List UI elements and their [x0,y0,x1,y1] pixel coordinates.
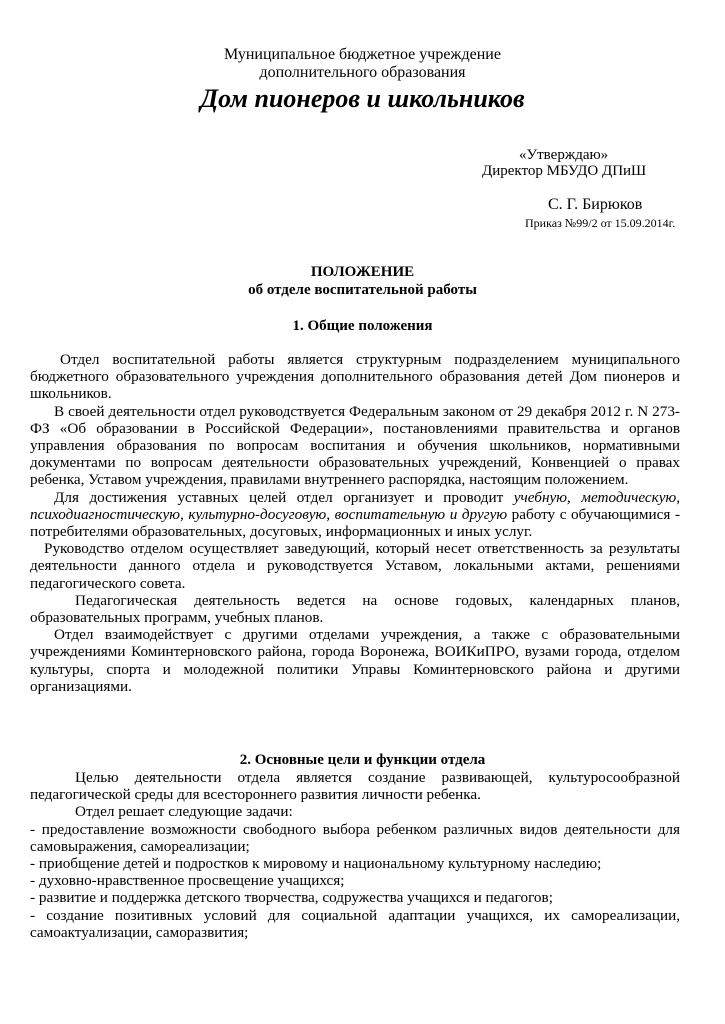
list-item: - приобщение детей и подростков к мировому и национальному культурному наследию; [30,855,602,873]
approve-label: «Утверждаю» [519,147,609,163]
org-line-2: дополнительного образования [259,64,466,81]
paragraph [30,489,680,541]
list-item: - предоставление возможности свободного выбора ребенком различных видов деятельности для самовыражения, самореализации; [30,820,680,855]
director-position: Директор МБУДО ДПиШ [482,163,647,179]
paragraph: Руководство отделом осуществляет заведующий, который несет ответственность за результаты деятельности данного отдела и руководствуется Уставом, локальными актами, решениями педагогического совета. [30,540,680,592]
section-2-heading: 2. Основные цели и функции отдела [239,752,486,768]
order-reference: Приказ №99/2 от 15.09.2014г. [525,216,676,230]
text-run: работу с обучающимися - потребителями образовательных, досуговых, информационных и иных услуг. [30,505,681,541]
signer-name: С. Г. Бирюков [548,196,643,213]
paragraph: Отдел решает следующие задачи: [75,803,293,821]
section-2-body [30,769,680,941]
italic-text-run: учебную, методическую, психодиагностическую, культурно-досуговую, воспитательную и другую [30,488,680,523]
document-title: ПОЛОЖЕНИЕ [310,264,415,280]
paragraph: Отдел воспитательной работы является структурным подразделением муниципального бюджетного образовательного учреждения дополнительного образования детей Дом пионеров и школьников. [30,351,680,403]
org-line-1: Муниципальное бюджетное учреждение [224,46,501,63]
section-1-body [30,351,680,695]
section-1-heading: 1. Общие положения [292,318,433,334]
document-subtitle: об отделе воспитательной работы [248,282,477,298]
text-run: Для достижения уставных целей отдел организует и проводит [54,488,514,506]
list-item: - создание позитивных условий для социальной адаптации учащихся, их самореализации, самоактуализации, саморазвития; [30,906,680,941]
paragraph: В своей деятельности отдел руководствуется Федеральным законом от 29 декабря 2012 г. N 273-ФЗ «Об образовании в Российской Федерации», постановлениями правительства и органов управления образования по вопросам воспитания и обучения школьников, нормативными документами по вопросам деятельности образовательных учреждений, Конвенцией о правах ребенка, Уставом учреждения, правилами внутреннего распорядка, настоящим положением. [30,402,680,489]
paragraph: Отдел взаимодействует с другими отделами учреждения, а также с образовательными учреждениями Коминтерновского района, города Воронежа, ВОИКиПРО, вузами города, отделом культуры, спорта и молодежной политики Управы Коминтерновского района и другими организациями. [30,626,680,695]
paragraph: Целью деятельности отдела является создание развивающей, культуросообразной педагогической среды для всестороннего развития личности ребенка. [30,769,680,804]
list-item: - духовно-нравственное просвещение учащихся; [30,872,345,890]
paragraph: Педагогическая деятельность ведется на основе годовых, календарных планов, образовательных программ, учебных планов. [30,591,680,627]
org-name: Дом пионеров и школьников [200,84,525,113]
list-item: - развитие и поддержка детского творчества, содружества учащихся и педагогов; [30,889,553,907]
